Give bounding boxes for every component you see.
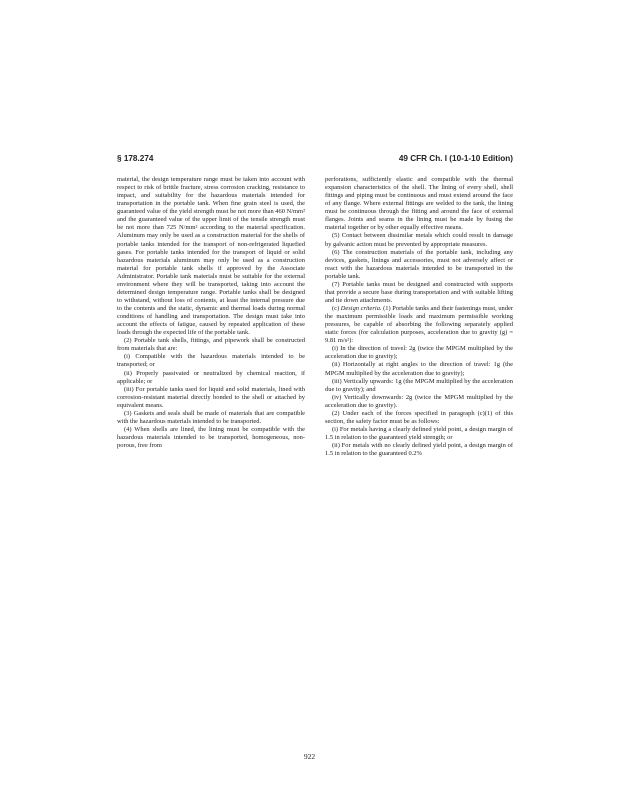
paragraph: (ii) Horizontally at right angles to the direction of travel: 1g (the MPGM multiplied by the acceleration due to gravity); [325,361,513,377]
paragraph: perforations, sufficiently elastic and compatible with the thermal expansion characteristics of the shell. The lining of every shell, shell fittings and piping must be continuous and must extend around the face of any flange. Where external fittings are welded to the tank, the lining must be continuous through the fitting and around the face of external flanges. Joints and seams in the lining must be made by fusing the material together or by other equally effective means. [325,176,513,232]
paragraph: (7) Portable tanks must be designed and constructed with supports that provide a secure base during transportation and with suitable lifting and tie down attachments. [325,280,513,304]
paragraph: (4) When shells are lined, the lining must be compatible with the hazardous materials intended to be transported, homogeneous, non-porous, free from [117,425,305,450]
paragraph: (iii) Vertically upwards: 1g (the MPGM multiplied by the acceleration due to gravity); and [325,377,513,393]
left-column [117,176,305,450]
paragraph: (i) Compatible with the hazardous materials intended to be transported; or [117,353,305,369]
paragraph: (2) Portable tank shells, fittings, and pipework shall be constructed from materials that are: [117,337,305,353]
italic-heading: Design criteria. [340,305,382,312]
paragraph-text: (1) Portable tanks and their fastenings must, under the maximum permissible loads and maximum permissible working pressures, be capable of absorbing the following separately applied static forces (for calculation purposes, acceleration due to gravity (g) = 9.81 m/s²): [325,305,513,345]
section-number: § 178.274 [117,154,154,163]
paragraph: (ii) For metals with no clearly defined yield point, a design margin of 1.5 in relation to the guaranteed 0.2% [325,442,513,458]
page-number: 922 [303,752,316,761]
paragraph: (ii) Properly passivated or neutralized by chemical reaction, if applicable; or [117,369,305,385]
paragraph: (i) For metals having a clearly defined yield point, a design margin of 1.5 in relation to the guaranteed yield strength; or [325,425,513,441]
cfr-edition: 49 CFR Ch. I (10-1-10 Edition) [398,154,513,163]
paragraph: (6) The construction materials of the portable tank, including any devices, gaskets, linings and accessories, must not adversely affect or react with the hazardous materials intended to be transported in the portable tank. [325,248,513,280]
design-criteria-paragraph [325,305,513,345]
paragraph: (i) In the direction of travel: 2g (twice the MPGM multiplied by the acceleration due to gravity); [325,345,513,361]
paragraph: material, the design temperature range must be taken into account with respect to risk of brittle fracture, stress corrosion cracking, resistance to impact, and suitability for the hazardous materials intended for transportation in the portable tank. When fine grain steel is used, the guaranteed value of the yield strength must be not more than 460 N/mm² and the guaranteed value of the upper limit of the tensile strength must be not more than 725 N/mm² according to the material specification. Aluminum may only be used as a construction material for the shells of portable tanks intended for the transport of non-refrigerated liquefied gases. For portable tanks intended for the transport of liquid or solid hazardous materials aluminum may only be used as a construction material for portable tank shells if approved by the Associate Administrator. Portable tank materials must be suitable for the external environment where they will be transported, taking into account the determined design temperature range. Portable tanks shall be designed to withstand, without loss of contents, at least the internal pressure due to the contents and the static, dynamic and thermal loads during normal conditions of handling and transportation. The design must take into account the effects of fatigue, caused by repeated application of these loads through the expected life of the portable tank. [117,176,305,337]
right-column [325,176,513,458]
paragraph: (2) Under each of the forces specified in paragraph (c)(1) of this section, the safety factor must be as follows: [325,409,513,425]
paragraph: (3) Gaskets and seals shall be made of materials that are compatible with the hazardous materials intended to be transported. [117,409,305,425]
paragraph: (5) Contact between dissimilar metals which could result in damage by galvanic action must be prevented by appropriate measures. [325,232,513,248]
paragraph-label: (c) [332,305,341,312]
paragraph: (iii) For portable tanks used for liquid and solid materials, lined with corrosion-resistant material directly bonded to the shell or attached by equivalent means. [117,385,305,409]
paragraph: (iv) Vertically downwards: 2g (twice the MPGM multiplied by the acceleration due to gravity). [325,393,513,409]
running-header [117,154,513,168]
